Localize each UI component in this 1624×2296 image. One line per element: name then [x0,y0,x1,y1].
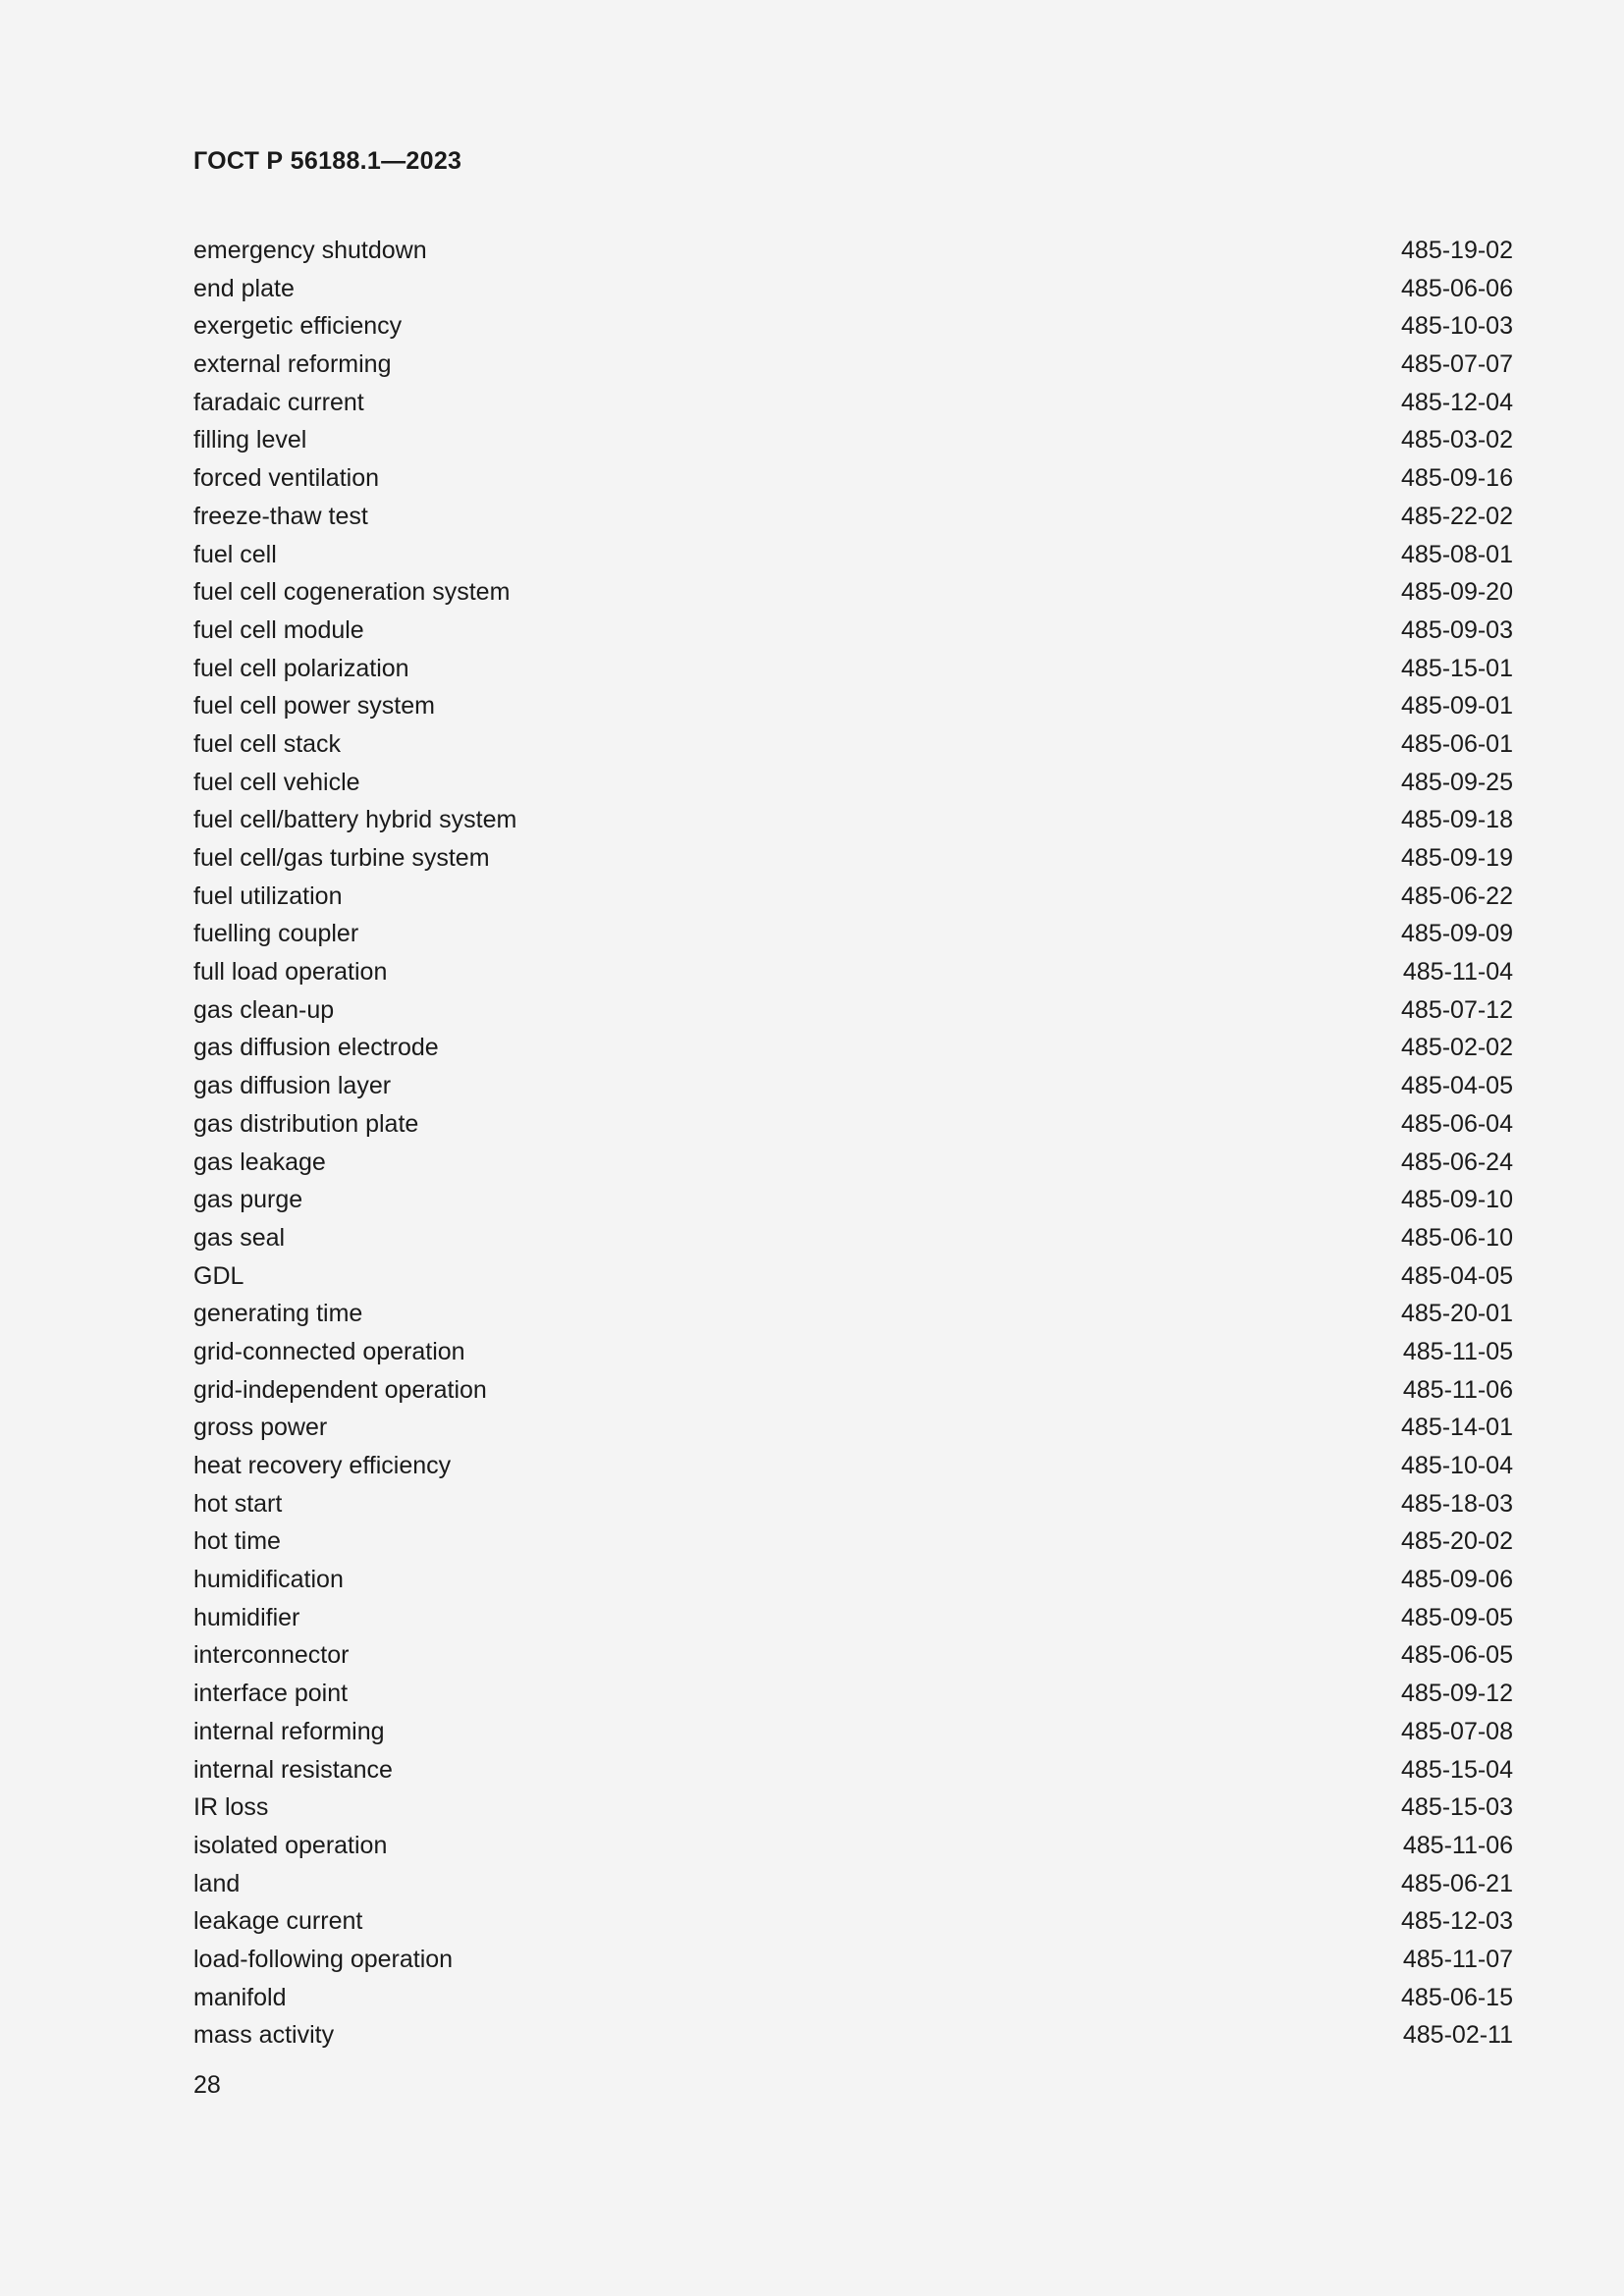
entry-code: 485-11-05 [1402,1337,1513,1365]
index-entry [193,1181,1513,1219]
index-entry [193,307,1513,346]
entry-term: gas leakage [193,1148,326,1176]
entry-term: grid-connected operation [193,1337,465,1365]
index-entry [193,384,1513,422]
entry-term: fuel cell vehicle [193,768,360,796]
entry-code: 485-09-12 [1401,1680,1513,1708]
entry-code: 485-12-03 [1401,1907,1513,1936]
entry-code: 485-09-20 [1401,578,1513,607]
index-entry [193,1751,1513,1789]
index-entry [193,878,1513,916]
entry-code: 485-12-04 [1401,388,1513,416]
entry-term: freeze-thaw test [193,502,368,530]
index-entry [193,1219,1513,1257]
entry-code: 485-11-04 [1402,958,1513,987]
entry-term: faradaic current [193,388,364,416]
entry-code: 485-19-02 [1401,237,1513,264]
entry-term: interconnector [193,1641,350,1670]
page-number: 28 [193,2071,221,2099]
entry-code: 485-02-11 [1402,2021,1513,2050]
index-entry [193,725,1513,764]
index-entry [193,1105,1513,1144]
index-entry [193,1902,1513,1941]
entry-term: fuel cell/battery hybrid system [193,806,517,834]
index-entry [193,915,1513,953]
entry-code: 485-07-12 [1401,995,1513,1024]
index-entry [193,270,1513,308]
entry-term: exergetic efficiency [193,312,403,341]
entry-term: leakage current [193,1907,363,1936]
index-entry [193,1333,1513,1371]
index-entry [193,1485,1513,1523]
entry-code: 485-20-01 [1401,1300,1513,1328]
entry-term: gas purge [193,1186,303,1214]
index-entry [193,1522,1513,1561]
index-entry [193,1636,1513,1675]
entry-term: isolated operation [193,1831,388,1859]
index-entry [193,612,1513,650]
entry-code: 485-04-05 [1401,1072,1513,1100]
entry-term: hot start [193,1489,283,1518]
index-entry [193,459,1513,498]
entry-term: external reforming [193,350,392,379]
entry-code: 485-09-10 [1401,1186,1513,1214]
entry-term: IR loss [193,1793,269,1822]
entry-term: hot time [193,1527,281,1556]
entry-code: 485-02-02 [1401,1034,1513,1062]
index-entry [193,1713,1513,1751]
entry-code: 485-06-06 [1401,274,1513,302]
index-entry [193,1789,1513,1827]
entry-code: 485-10-03 [1401,312,1513,341]
entry-code: 485-06-24 [1401,1148,1513,1176]
entry-term: end plate [193,274,295,302]
entry-term: filling level [193,426,307,454]
entry-code: 485-03-02 [1401,426,1513,454]
entry-term: heat recovery efficiency [193,1452,452,1479]
index-entry [193,346,1513,384]
index-entry [193,1675,1513,1713]
entry-term: emergency shutdown [193,237,427,264]
index-entry [193,1257,1513,1296]
entry-code: 485-18-03 [1401,1489,1513,1518]
index-entry [193,421,1513,459]
index-entry [193,1865,1513,1903]
entry-term: internal resistance [193,1755,393,1784]
entry-term: fuel cell polarization [193,654,409,682]
entry-code: 485-22-02 [1401,502,1513,530]
index-entry [193,1409,1513,1447]
index-entry [193,1561,1513,1599]
entry-code: 485-10-04 [1401,1452,1513,1479]
entry-term: forced ventilation [193,464,380,493]
index-entry [193,2016,1513,2055]
index-entry [193,1067,1513,1105]
entry-code: 485-15-04 [1401,1755,1513,1784]
entry-code: 485-20-02 [1401,1527,1513,1556]
index-entry [193,650,1513,688]
entry-term: fuelling coupler [193,920,359,948]
entry-term: mass activity [193,2021,335,2050]
index-entry [193,536,1513,574]
entry-code: 485-09-03 [1401,615,1513,644]
entry-term: fuel cell stack [193,729,342,758]
entry-code: 485-09-09 [1401,920,1513,948]
index-entry [193,687,1513,725]
index-entry [193,232,1513,270]
entry-term: fuel cell module [193,615,364,644]
index-entry [193,498,1513,536]
entry-term: gas diffusion layer [193,1072,392,1100]
entry-code: 485-06-10 [1401,1223,1513,1252]
entry-term: humidifier [193,1603,300,1631]
entry-code: 485-11-06 [1402,1375,1513,1404]
entry-code: 485-06-22 [1401,881,1513,910]
term-index-list [193,232,1513,2055]
index-entry [193,1295,1513,1333]
entry-term: fuel cell cogeneration system [193,578,511,607]
entry-term: gross power [193,1414,328,1442]
entry-code: 485-06-15 [1401,1983,1513,2011]
index-entry [193,1029,1513,1067]
index-entry [193,1599,1513,1637]
index-entry [193,1827,1513,1865]
document-header: ГОСТ Р 56188.1—2023 [193,147,462,175]
entry-code: 485-09-01 [1401,692,1513,721]
entry-term: full load operation [193,958,388,987]
entry-code: 485-09-18 [1401,806,1513,834]
index-entry [193,764,1513,802]
entry-code: 485-04-05 [1401,1261,1513,1290]
entry-code: 485-06-21 [1401,1869,1513,1897]
index-entry [193,801,1513,839]
entry-term: GDL [193,1261,244,1290]
index-entry [193,1941,1513,1979]
entry-term: land [193,1869,241,1897]
entry-term: interface point [193,1680,349,1708]
entry-term: fuel cell [193,540,277,568]
entry-term: gas seal [193,1223,286,1252]
index-entry [193,1371,1513,1410]
entry-code: 485-06-04 [1401,1109,1513,1138]
entry-code: 485-06-01 [1401,729,1513,758]
entry-code: 485-09-05 [1401,1603,1513,1631]
entry-term: grid-independent operation [193,1375,487,1404]
entry-code: 485-15-03 [1401,1793,1513,1822]
entry-term: generating time [193,1300,363,1328]
index-entry [193,839,1513,878]
index-entry [193,953,1513,991]
entry-term: fuel cell/gas turbine system [193,844,490,872]
entry-term: load-following operation [193,1945,454,1973]
entry-term: humidification [193,1566,344,1594]
entry-code: 485-14-01 [1401,1414,1513,1442]
entry-term: fuel cell power system [193,692,435,721]
entry-term: internal reforming [193,1717,385,1745]
entry-code: 485-11-06 [1402,1831,1513,1859]
entry-code: 485-11-07 [1402,1945,1513,1973]
index-entry [193,1144,1513,1182]
entry-code: 485-15-01 [1401,654,1513,682]
index-entry [193,573,1513,612]
entry-code: 485-09-16 [1401,464,1513,493]
entry-code: 485-07-07 [1401,350,1513,379]
entry-term: fuel utilization [193,881,343,910]
entry-term: manifold [193,1983,287,2011]
entry-code: 485-09-19 [1401,844,1513,872]
entry-code: 485-09-25 [1401,768,1513,796]
entry-term: gas diffusion electrode [193,1034,439,1062]
entry-code: 485-09-06 [1401,1566,1513,1594]
entry-term: gas distribution plate [193,1109,419,1138]
entry-code: 485-07-08 [1401,1717,1513,1745]
index-entry [193,991,1513,1030]
index-entry [193,1979,1513,2017]
index-entry [193,1447,1513,1485]
entry-term: gas clean-up [193,995,335,1024]
entry-code: 485-08-01 [1401,540,1513,568]
entry-code: 485-06-05 [1401,1641,1513,1670]
